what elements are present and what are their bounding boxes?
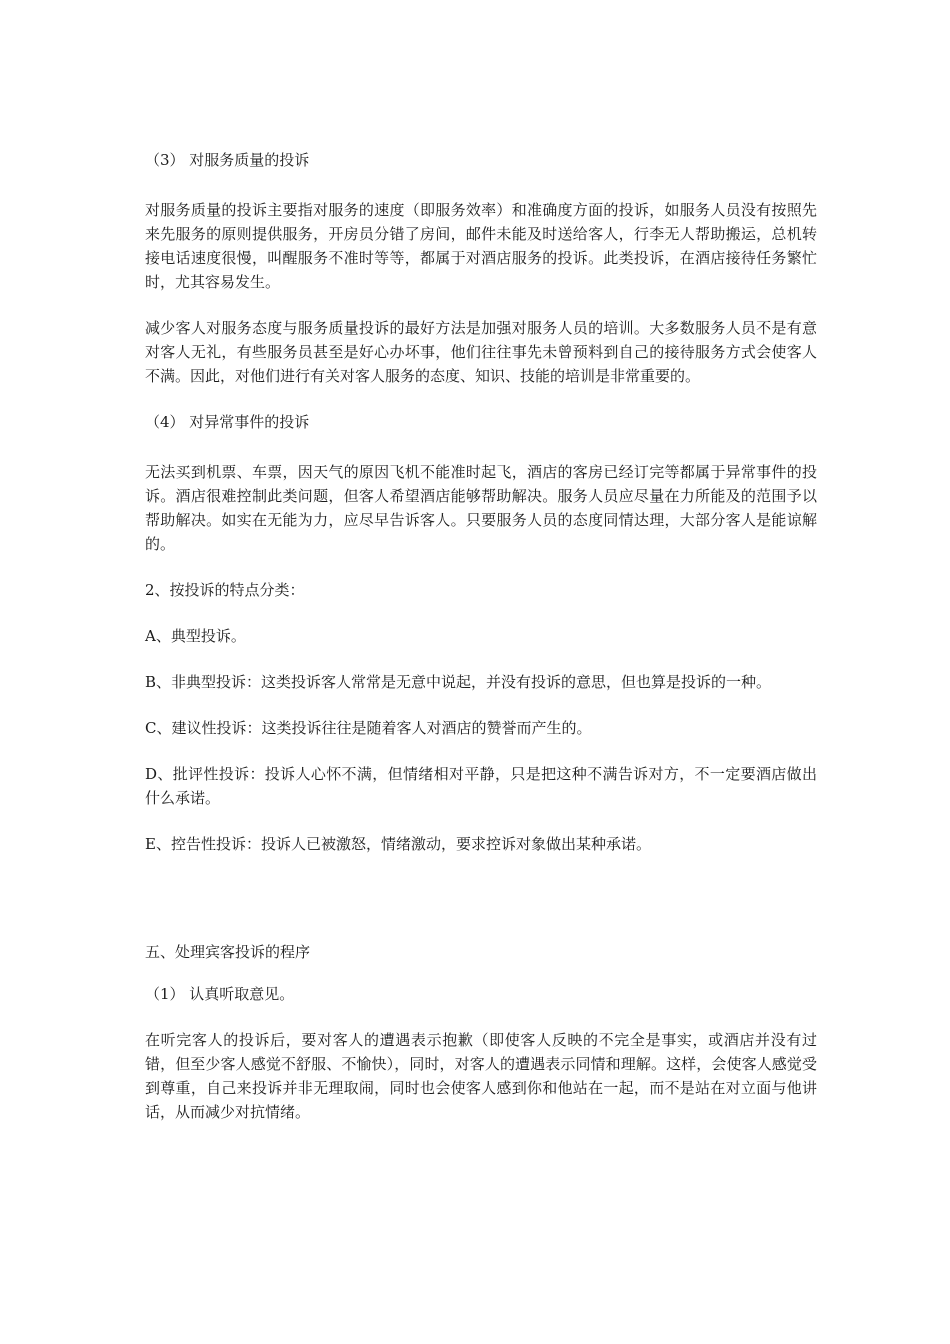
list-item-c: C、建议性投诉：这类投诉往往是随着客人对酒店的赞誉而产生的。 [145,719,592,737]
list-item-e: E、控告性投诉：投诉人已被激怒，情绪激动，要求控诉对象做出某种承诺。 [145,835,651,853]
list-item-d: D、批评性投诉：投诉人心怀不满，但情绪相对平静，只是把这种不满告诉对方，不一定要酒店做出什么承诺。 [145,765,817,807]
paragraph-abnormal-events: 无法买到机票、车票，因天气的原因飞机不能准时起飞，酒店的客房已经订完等都属于异常事件的投诉。酒店很难控制此类问题，但客人希望酒店能够帮助解决。服务人员应尽量在力所能及的范围予以帮助解决。如实在无能为力，应尽早告诉客人。只要服务人员的态度同情达理，大部分客人是能谅解的。 [145,463,817,553]
list-item-b: B、非典型投诉：这类投诉客人常常是无意中说起，并没有投诉的意思，但也算是投诉的一种。 [145,673,772,691]
list-item-a: A、典型投诉。 [145,627,246,645]
section-spacer [145,878,817,940]
section-heading-abnormal-events: （4） 对异常事件的投诉 [145,413,310,431]
section-heading-service-quality: （3） 对服务质量的投诉 [145,151,310,169]
paragraph-staff-training: 减少客人对服务态度与服务质量投诉的最好方法是加强对服务人员的培训。大多数服务人员不是有意对客人无礼，有些服务员甚至是好心办坏事，他们往往事先未曾预料到自己的接待服务方式会使客人不满。因此，对他们进行有关对客人服务的态度、知识、技能的培训是非常重要的。 [145,319,817,385]
heading-complaint-categories: 2、按投诉的特点分类： [145,581,305,599]
document-body [145,148,817,1146]
section-heading-procedure: 五、处理宾客投诉的程序 [145,943,311,961]
paragraph-service-quality: 对服务质量的投诉主要指对服务的速度（即服务效率）和准确度方面的投诉，如服务人员没有按照先来先服务的原则提供服务，开房员分错了房间，邮件未能及时送给客人，行李无人帮助搬运，总机转接电话速度很慢，叫醒服务不准时等等，都属于对酒店服务的投诉。此类投诉，在酒店接待任务繁忙时，尤其容易发生。 [145,201,817,291]
paragraph-listen-carefully: 在听完客人的投诉后，要对客人的遭遇表示抱歉（即使客人反映的不完全是事实，或酒店并没有过错，但至少客人感觉不舒服、不愉快），同时，对客人的遭遇表示同情和理解。这样，会使客人感觉受到尊重，自己来投诉并非无理取闹，同时也会使客人感到你和他站在一起，而不是站在对立面与他讲话，从而减少对抗情绪。 [145,1031,817,1121]
step-heading-listen: （1） 认真听取意见。 [145,985,295,1003]
